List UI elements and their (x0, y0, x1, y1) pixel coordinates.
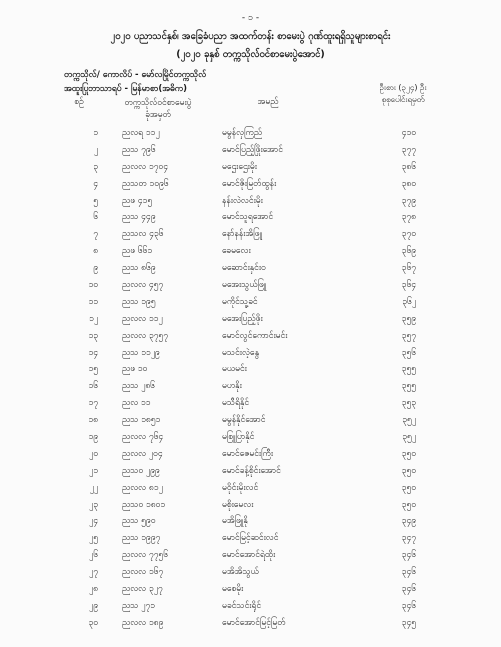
total-score: ၃၄၆ (401, 550, 416, 561)
total-score: ၃၇၇ (401, 144, 416, 155)
total-score: ၃၇၉ (401, 195, 416, 206)
row-number: ၂၉ (89, 600, 98, 611)
table-row (0, 227, 501, 244)
score-column-header: ဦးစား (၃၂၄) ဦး စုစုပေါင်းရမှတ် (379, 83, 427, 104)
student-name: မမွန်နိုင်အောင် (222, 415, 266, 426)
table-row (0, 126, 501, 143)
university-line: တက္ကသိုလ်/ ကောလိပ် - မော်လမြိုင်တက္ကသိုလ် (64, 70, 207, 80)
row-number: ၂၈ (88, 584, 98, 595)
subject-line: အထူးပြုဘာသာရပ် - မြန်မာစာ(အဓိက) (64, 84, 188, 94)
student-name: မသီရိနိုင် (222, 398, 250, 409)
row-number: ၂၅ (89, 533, 98, 544)
row-number: ၄ (93, 178, 98, 189)
row-number: ၃ (93, 161, 98, 172)
student-name: မောင်ဇေမင်းကြီး (222, 448, 273, 459)
student-name: မအိအိသွယ် (222, 567, 259, 578)
table-row (0, 481, 501, 498)
total-score: ၃၇၀ (401, 229, 416, 240)
table-row (0, 177, 501, 194)
roll-number: ညသဝ ၁၈၀၁ (122, 499, 166, 510)
total-score: ၃၅၂ (402, 415, 416, 426)
total-score: ၃၅၃ (401, 398, 416, 409)
table-row (0, 565, 501, 582)
roll-number: ညသ ၁၉၉၇ (122, 533, 161, 544)
total-score: ၃၆၇ (401, 263, 416, 274)
row-number: ၈ (93, 246, 98, 257)
total-score: ၃၈၀ (401, 178, 416, 189)
total-score: ၃၅၀ (401, 482, 416, 493)
table-row (0, 160, 501, 177)
roll-number: ညလ ၁၁ (122, 398, 151, 409)
table-row (0, 447, 501, 464)
row-number: ၂၇ (89, 567, 98, 578)
row-number: ၁၀ (88, 280, 98, 291)
table-row (0, 210, 501, 227)
row-number: ၁၉ (88, 432, 98, 443)
row-number: ၁၃ (88, 330, 98, 341)
document-title: ၂၀၂၀ ပညာသင်နှစ်၊ အခြေခံပညာ အထက်တန်း စာမေးပွဲ ဂုဏ်ထူးရရှိသူများစာရင်း (110, 31, 391, 42)
roll-number: ညသ ၂၈၆ (122, 381, 155, 392)
student-name: မောင်ခန့်စိုင်းအောင် (222, 465, 281, 476)
column-header-no: စဉ် (74, 97, 84, 107)
roll-number: ညလလ ၁၇၀၄ (122, 161, 168, 172)
table-row (0, 295, 501, 312)
table-row (0, 430, 501, 447)
student-name: မသင်းလဲ့နွေ (222, 347, 260, 358)
student-name: မဟနိုး (222, 381, 242, 392)
student-name: မအိဖြူနို (222, 516, 248, 527)
student-name: နော်နန်းအိဖြူ (222, 229, 263, 240)
student-name: မအေးသွယ်ဖြူ (222, 280, 267, 291)
table-row (0, 379, 501, 396)
roll-number: ညသ ၁၁၂၉ (122, 347, 160, 358)
column-header-roll: တက္ကသိုလ်ဝင်စာမေးပွဲ ခုံအမှတ် (124, 98, 192, 120)
student-name: မောင်ဇိုးမြတ်ထွန်း (222, 178, 277, 189)
table-row (0, 413, 501, 430)
row-number: ၃၀ (88, 617, 98, 628)
roll-number: ညလလ ၁၁၂ (122, 313, 163, 324)
total-score: ၃၅၅ (401, 381, 416, 392)
page-number: - ၁ - (241, 13, 260, 23)
table-row (0, 346, 501, 363)
total-score: ၃၆၄ (401, 280, 416, 291)
roll-number: ညလလ ၂၀၄ (122, 448, 163, 459)
row-number: ၂၄ (89, 516, 98, 527)
roll-number: ညသ ၂၇၁ (122, 600, 155, 611)
student-name: နန်းလဲလင်းမိုး (222, 195, 263, 206)
total-score: ၃၄၇ (401, 533, 416, 544)
roll-number: ညသလ ၄၃၆ (122, 229, 164, 240)
student-name: မောင်ပြည့်ဖြိုးအောင် (222, 144, 283, 155)
results-table (0, 126, 501, 633)
roll-number: ညလလ ၃၂၇ (122, 584, 163, 595)
student-name: မောင်အောင်မြင့်မြတ် (222, 617, 286, 628)
student-name: မအေးပြည့်ဖိုး (222, 313, 263, 324)
student-name: ခေမလေး (222, 246, 251, 257)
row-number: ၇ (93, 229, 98, 240)
row-number: ၁၁ (88, 296, 98, 307)
table-row (0, 362, 501, 379)
total-score: ၃၆၂ (402, 296, 416, 307)
total-score: ၃၅၅ (401, 364, 416, 375)
total-score: ၃၅၀ (401, 499, 416, 510)
roll-number: ညဖ ၄၁၅ (122, 195, 153, 206)
row-number: ၉ (93, 263, 98, 274)
total-score: ၃၅၀ (401, 465, 416, 476)
table-row (0, 464, 501, 481)
total-score: ၃၄၆ (401, 567, 416, 578)
row-number: ၁၇ (88, 398, 98, 409)
column-header-name: အမည် (257, 97, 279, 107)
student-name: မမွန်လှကြည် (222, 128, 263, 138)
row-number: ၅ (93, 195, 98, 206)
total-score: ၃၅၇ (401, 330, 416, 341)
row-number: ၁၂ (89, 313, 98, 324)
total-score: ၃၄၆ (401, 600, 416, 611)
table-row (0, 278, 501, 295)
student-name: မောင်မြင့်ဆင်းလင် (222, 533, 279, 544)
total-score: ၃၅၂ (402, 432, 416, 443)
roll-number: ညလလ ၃၇၅၇ (122, 330, 168, 341)
roll-number: ညလလ ၇၆၄ (122, 432, 164, 443)
total-score: ၃၅၆ (401, 347, 416, 358)
table-row (0, 396, 501, 413)
student-name: မယမင်း (222, 364, 247, 375)
roll-number: ညသတ ၁၀၉၆ (122, 178, 169, 189)
table-row (0, 548, 501, 565)
roll-number: ညလလ ၈၁၂ (122, 482, 163, 493)
row-number: ၂၃ (89, 499, 98, 510)
roll-number: ညသ ၁၉၅ (122, 296, 156, 307)
row-number: ၁၈ (88, 415, 98, 426)
roll-number: ညသ ၇၉၆ (122, 144, 156, 155)
total-score: ၃၅၀ (401, 448, 416, 459)
row-number: ၆ (93, 212, 98, 223)
total-score: ၃၇၈ (401, 212, 416, 223)
table-row (0, 312, 501, 329)
roll-number: ညလလ ၁၆၇ (122, 567, 164, 578)
row-number: ၁ (93, 128, 98, 138)
document-subtitle: (၂၀၂၀ ခုနှစ် တက္ကသိုလ်ဝင်စာမေးပွဲအောင်) (176, 49, 325, 60)
student-name: မောင်အောင်ရဲထိုး (222, 550, 276, 561)
table-row (0, 261, 501, 278)
roll-number: ညဖ ၁၀ (122, 364, 148, 375)
student-name: မဝိုင်းမိုးလင် (222, 482, 259, 493)
roll-number: ညသဝ ၂၉၉ (122, 465, 160, 476)
student-name: မခင်သင်းရိုင် (222, 600, 262, 611)
roll-number: ညလရ ၁၁၂ (122, 128, 160, 138)
roll-number: ညသ ၈၆၉ (122, 263, 156, 274)
row-number: ၁၆ (88, 381, 98, 392)
total-score: ၃၄၉ (401, 516, 416, 527)
student-name: မဌေးဌေးမိုး (222, 161, 257, 172)
table-row (0, 244, 501, 261)
table-row (0, 582, 501, 599)
total-score: ၃၅၉ (401, 313, 416, 324)
student-name: မစိုးမေလး (222, 499, 254, 510)
roll-number: ညသ ၁၈၅၁ (122, 415, 161, 426)
roll-number: ညဖ ၆၆၁ (122, 246, 153, 257)
row-number: ၂၂ (89, 482, 98, 493)
table-row (0, 143, 501, 160)
total-score: ၃၈၆ (401, 161, 416, 172)
roll-number: ညသ ၄၄၉ (122, 212, 156, 223)
row-number: ၁၅ (88, 364, 98, 375)
roll-number: ညသ ၅၉၀ (122, 516, 156, 527)
table-row (0, 194, 501, 211)
total-score: ၃၄၅ (401, 617, 416, 628)
table-row (0, 531, 501, 548)
row-number: ၂ (93, 144, 98, 155)
table-row (0, 514, 501, 531)
table-row (0, 599, 501, 616)
row-number: ၂၆ (89, 550, 98, 561)
student-name: မစြူပြာနိုင် (222, 432, 255, 443)
table-row (0, 498, 501, 515)
table-row (0, 329, 501, 346)
total-score: ၃၆၉ (401, 246, 416, 257)
student-name: မဆောင်းနှင်း၀ (222, 263, 266, 274)
row-number: ၂၀ (89, 448, 98, 459)
total-score: ၃၄၆ (401, 584, 416, 595)
student-name: မကိုင်သူ့ခင် (222, 296, 258, 307)
roll-number: ညလလ ၁၈၉ (122, 617, 164, 628)
table-row (0, 616, 501, 633)
row-number: ၁၄ (88, 347, 98, 358)
student-name: မစေမိုး (222, 584, 244, 595)
row-number: ၂၁ (89, 465, 98, 476)
student-name: မောင်လွင်ကောင်းမင်း (222, 330, 288, 341)
total-score: ၄၁၀ (401, 128, 416, 138)
roll-number: ညလလ ၇၇၅၆ (122, 550, 168, 561)
roll-number: ညလလ ၄၅၇ (122, 280, 164, 291)
student-name: မောင်သူရအောင် (222, 212, 274, 223)
